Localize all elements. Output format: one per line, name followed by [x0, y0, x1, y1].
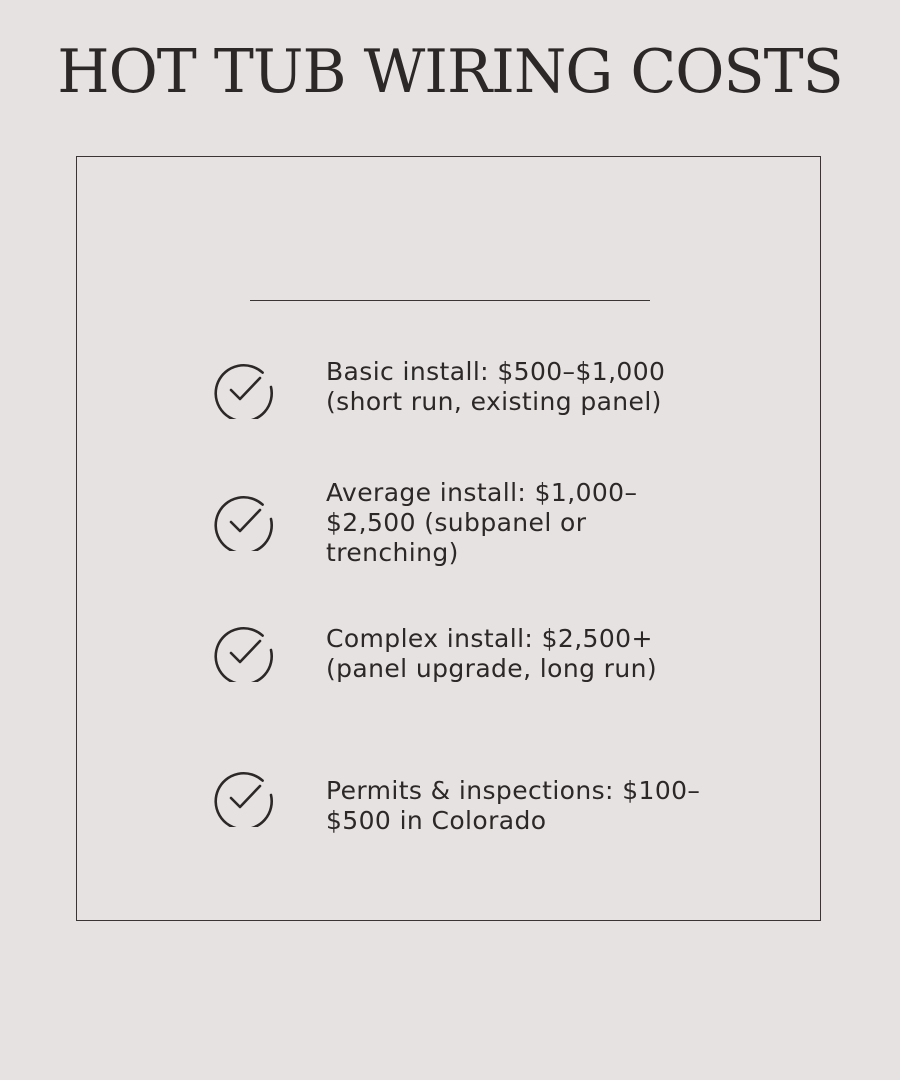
check-circle-icon [213, 489, 275, 551]
check-circle-icon [213, 765, 275, 827]
item-text: Basic install: $500–$1,000 (short run, existing panel) [326, 357, 666, 416]
item-text: Permits & inspections: $100– $500 in Colorado [326, 776, 701, 835]
item-text: Complex install: $2,500+ (panel upgrade, long run) [326, 624, 658, 683]
page-title: HOT TUB WIRING COSTS [57, 37, 843, 107]
item-text: Average install: $1,000– $2,500 (subpanel or trenching) [326, 478, 638, 567]
check-circle-icon [213, 620, 275, 682]
check-circle-icon [213, 357, 275, 419]
cost-card [76, 156, 821, 921]
divider-line [250, 300, 650, 301]
